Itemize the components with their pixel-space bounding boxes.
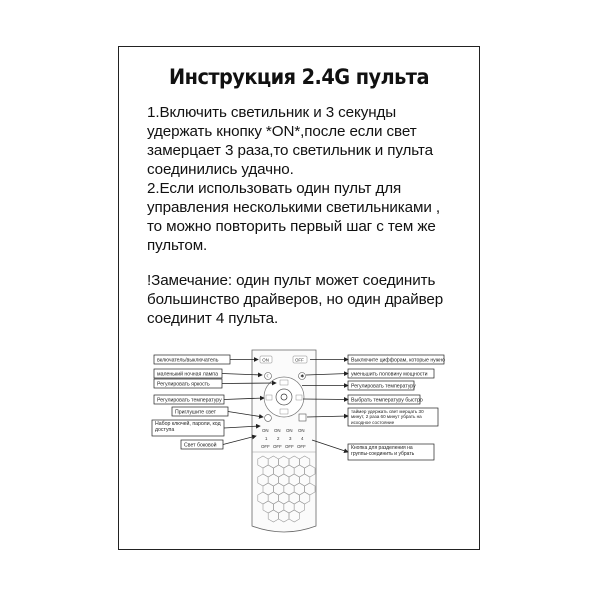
callout-off-zones: Выключите циффорам, которые нужно xyxy=(351,357,446,364)
temp-warm-icon xyxy=(266,395,272,400)
callout-night-light: маленький ночная лампа xyxy=(157,371,218,378)
timer-button[interactable] xyxy=(299,414,306,421)
channel-on-label: ON xyxy=(262,428,269,433)
channel-2-label[interactable]: 2 xyxy=(277,436,280,441)
step-2-line: пультом. xyxy=(147,237,208,254)
callout-temp-quick: Выбрать температуру быстро xyxy=(351,397,423,404)
callout-temperature: Регулировать температуру xyxy=(157,397,222,404)
step-1-line: удержать кнопку *ON*,после если свет xyxy=(147,123,417,140)
note-line: большинство драйверов, но один драйвер xyxy=(147,291,444,308)
callout-half-power: уменьшить половину мощности xyxy=(351,371,428,378)
channel-3-label[interactable]: 3 xyxy=(289,436,292,441)
step-1-line: соединились удачно. xyxy=(147,161,294,178)
on-button-label: ON xyxy=(262,357,269,363)
channel-on-label: ON xyxy=(274,428,281,433)
bulb-icon: ✱ xyxy=(300,373,305,379)
callout-dim: Приглушите свет xyxy=(175,409,216,416)
center-button[interactable] xyxy=(276,389,292,405)
note-line: !Замечание: один пульт может соединить xyxy=(147,272,436,289)
note-line: соединит 4 пульта. xyxy=(147,310,279,327)
channel-off-label: OFF xyxy=(273,444,282,449)
page-title: Инструкция 2.4G пульта xyxy=(169,65,429,89)
step-1-line: 1.Включить светильник и 3 секунды xyxy=(147,104,397,121)
temp-cool-icon xyxy=(296,395,302,400)
callout-side-light: Свет боковой xyxy=(184,442,217,449)
off-button-label: OFF xyxy=(295,357,304,363)
channel-on-label: ON xyxy=(298,428,305,433)
channel-off-label: OFF xyxy=(261,444,270,449)
dim-button[interactable] xyxy=(265,415,272,422)
callout-brightness: Регулировать яркость xyxy=(157,381,210,388)
brightness-up-icon xyxy=(280,380,288,385)
channel-4-label[interactable]: 4 xyxy=(301,436,304,441)
callout-timer: таймер удержать свет мерцать 30 минут, 2 раза 60 минут убрать на исходное состояние xyxy=(351,408,424,425)
remote-control xyxy=(252,350,316,532)
left-callout-texts xyxy=(153,358,223,449)
channel-off-label: OFF xyxy=(297,444,306,449)
brightness-down-icon xyxy=(280,409,288,414)
callout-passcode: Набор ключей, пароли, код доступа xyxy=(155,421,221,434)
channel-off-label: OFF xyxy=(285,444,294,449)
channel-on-label: ON xyxy=(286,428,293,433)
step-2-line: то можно повторить первый шаг с тем же xyxy=(147,218,436,235)
channel-1-label[interactable]: 1 xyxy=(265,436,268,441)
moon-icon: ☾ xyxy=(266,373,271,379)
callout-on-off: включатель/выключатель xyxy=(157,357,219,364)
step-2-line: 2.Если использовать один пульт для xyxy=(147,180,402,197)
callout-groups: Кнопка для разделения на группы-соединить и убрать xyxy=(351,445,415,458)
callout-temperature-right: Регулировать температуру xyxy=(351,383,416,390)
step-1-line: замерцает 3 раза,то светильник и пульта xyxy=(147,142,433,159)
step-2-line: управления несколькими светильниками , xyxy=(147,199,440,216)
